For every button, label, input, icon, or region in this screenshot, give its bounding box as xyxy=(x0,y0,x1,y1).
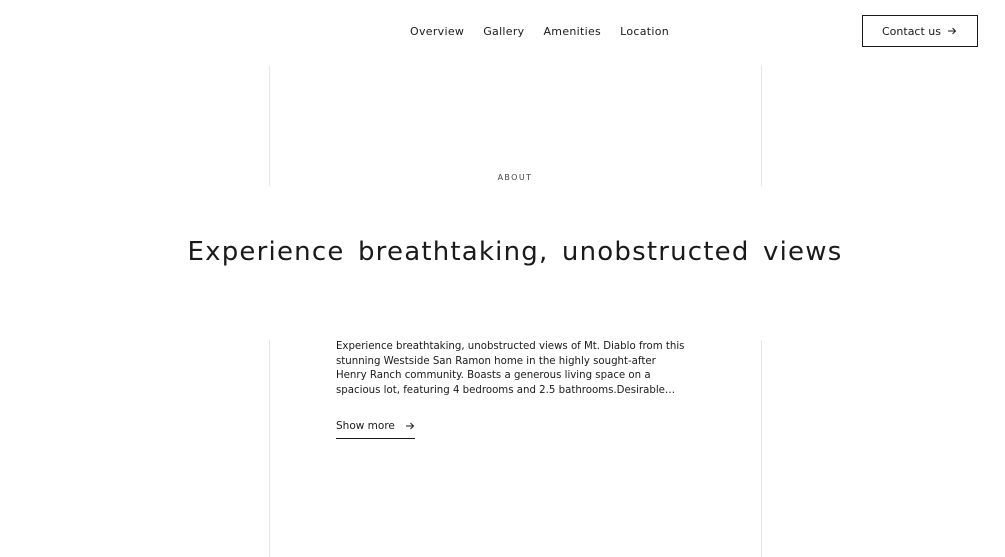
nav-item-location[interactable]: Location xyxy=(620,25,670,38)
section-headline: Experience breathtaking, unobstructed views xyxy=(187,237,843,267)
guide-line-right-top xyxy=(761,66,762,186)
arrow-right-icon xyxy=(405,421,415,431)
nav-item-gallery[interactable]: Gallery xyxy=(483,25,525,38)
contact-us-label: Contact us xyxy=(882,24,941,38)
section-eyebrow: ABOUT xyxy=(497,173,533,182)
main-nav xyxy=(410,24,688,40)
nav-item-amenities[interactable]: Amenities xyxy=(543,25,602,38)
guide-line-right-bottom xyxy=(761,340,762,557)
guide-line-left-top xyxy=(269,66,270,186)
show-more-label: Show more xyxy=(336,420,395,432)
nav-item-overview[interactable]: Overview xyxy=(410,25,465,38)
show-more-link[interactable] xyxy=(336,420,415,439)
guide-line-left-bottom xyxy=(269,340,270,557)
contact-us-button[interactable] xyxy=(862,15,978,47)
property-description: Experience breathtaking, unobstructed views of Mt. Diablo from this stunning Westside San Ramon home in the highly sought-after Henry Ranch community. Boasts a generous living space on a spacious lot, featuring 4 bedrooms and 2.5 bathrooms.Desirable xyxy=(336,341,685,396)
arrow-right-icon xyxy=(947,26,957,36)
